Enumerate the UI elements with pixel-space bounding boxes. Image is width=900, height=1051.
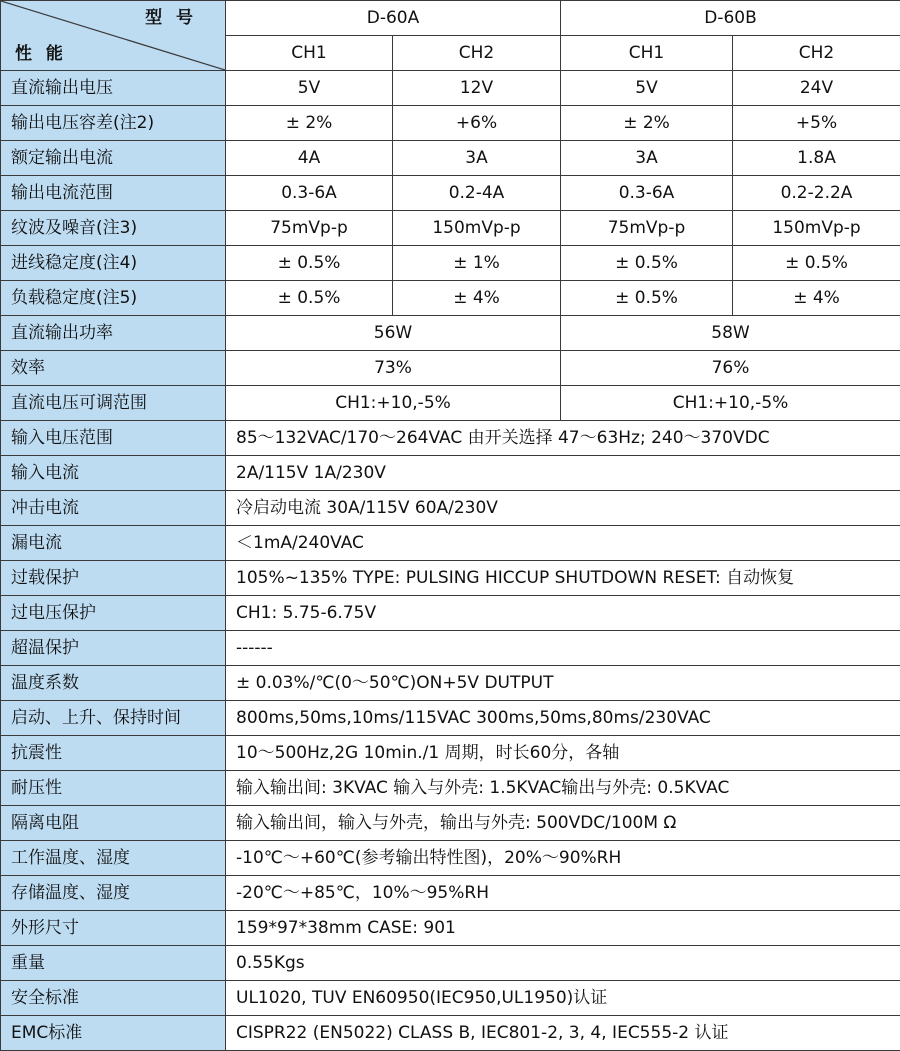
value-cell: CH1:+10,-5% <box>226 386 561 421</box>
value-cell: 4A <box>226 141 393 176</box>
value-cell: CISPR22 (EN5022) CLASS B, IEC801-2, 3, 4, IEC555-2 认证 <box>226 1016 900 1051</box>
value-cell: UL1020, TUV EN60950(IEC950,UL1950)认证 <box>226 981 900 1016</box>
value-cell: 800ms,50ms,10ms/115VAC 300ms,50ms,80ms/230VAC <box>226 701 900 736</box>
table-row <box>1 876 900 911</box>
value-cell: ± 0.5% <box>561 246 733 281</box>
row-label: EMC标准 <box>1 1016 226 1051</box>
row-label: 直流输出电压 <box>1 71 226 106</box>
row-label: 启动、上升、保持时间 <box>1 701 226 736</box>
value-cell: ± 0.5% <box>226 281 393 316</box>
value-cell: 0.55Kgs <box>226 946 900 981</box>
row-label: 纹波及噪音(注3) <box>1 211 226 246</box>
row-label: 输入电流 <box>1 456 226 491</box>
table-row <box>1 281 900 316</box>
table-row <box>1 1016 900 1051</box>
channel-header: CH2 <box>393 36 561 71</box>
value-cell: 冷启动电流 30A/115V 60A/230V <box>226 491 900 526</box>
value-cell: 150mVp-p <box>393 211 561 246</box>
value-cell: ± 0.5% <box>561 281 733 316</box>
table-row <box>1 491 900 526</box>
row-label: 冲击电流 <box>1 491 226 526</box>
value-cell: 5V <box>561 71 733 106</box>
value-cell: 3A <box>393 141 561 176</box>
table-row <box>1 71 900 106</box>
table-row <box>1 211 900 246</box>
row-label: 外形尺寸 <box>1 911 226 946</box>
header-row-models <box>1 1 900 36</box>
row-label: 工作温度、湿度 <box>1 841 226 876</box>
value-cell: ± 0.03%/℃(0～50℃)ON+5V DUTPUT <box>226 666 900 701</box>
table-row <box>1 316 900 351</box>
value-cell: ± 4% <box>393 281 561 316</box>
value-cell: 5V <box>226 71 393 106</box>
table-row <box>1 911 900 946</box>
value-cell: 73% <box>226 351 561 386</box>
value-cell: ± 0.5% <box>226 246 393 281</box>
value-cell: -10℃～+60℃(参考输出特性图)，20%～90%RH <box>226 841 900 876</box>
row-label: 效率 <box>1 351 226 386</box>
value-cell: 105%~135% TYPE: PULSING HICCUP SHUTDOWN RESET: 自动恢复 <box>226 561 900 596</box>
row-label: 重量 <box>1 946 226 981</box>
value-cell: 3A <box>561 141 733 176</box>
table-row <box>1 736 900 771</box>
row-label: 输出电流范围 <box>1 176 226 211</box>
value-cell: 12V <box>393 71 561 106</box>
value-cell: CH1: 5.75-6.75V <box>226 596 900 631</box>
row-label: 抗震性 <box>1 736 226 771</box>
value-cell: ± 1% <box>393 246 561 281</box>
row-label: 输入电压范围 <box>1 421 226 456</box>
row-label: 存储温度、湿度 <box>1 876 226 911</box>
value-cell: 2A/115V 1A/230V <box>226 456 900 491</box>
value-cell: ± 4% <box>733 281 900 316</box>
table-row <box>1 176 900 211</box>
value-cell: 10～500Hz,2G 10min./1 周期，时长60分，各轴 <box>226 736 900 771</box>
corner-label-model: 型 号 <box>145 10 197 27</box>
table-row <box>1 456 900 491</box>
table-row <box>1 526 900 561</box>
table-row <box>1 946 900 981</box>
row-label: 漏电流 <box>1 526 226 561</box>
model-header-d60a: D-60A <box>226 1 561 36</box>
value-cell: 56W <box>226 316 561 351</box>
row-label: 负载稳定度(注5) <box>1 281 226 316</box>
value-cell: 150mVp-p <box>733 211 900 246</box>
header-corner-cell <box>1 1 226 71</box>
table-row <box>1 631 900 666</box>
table-row <box>1 596 900 631</box>
table-row <box>1 981 900 1016</box>
value-cell: ± 0.5% <box>733 246 900 281</box>
corner-label-performance: 性 能 <box>15 46 67 63</box>
value-cell: 0.3-6A <box>226 176 393 211</box>
value-cell: 85～132VAC/170～264VAC 由开关选择 47～63Hz; 240～370VDC <box>226 421 900 456</box>
row-label: 超温保护 <box>1 631 226 666</box>
value-cell: ± 2% <box>226 106 393 141</box>
value-cell: ＜1mA/240VAC <box>226 526 900 561</box>
value-cell: ------ <box>226 631 900 666</box>
row-label: 温度系数 <box>1 666 226 701</box>
row-label: 输出电压容差(注2) <box>1 106 226 141</box>
value-cell: 输入输出间: 3KVAC 输入与外壳: 1.5KVAC输出与外壳: 0.5KVAC <box>226 771 900 806</box>
channel-header: CH2 <box>733 36 900 71</box>
value-cell: -20℃～+85℃，10%～95%RH <box>226 876 900 911</box>
channel-header: CH1 <box>226 36 393 71</box>
value-cell: 0.2-4A <box>393 176 561 211</box>
value-cell: 76% <box>561 351 900 386</box>
table-row <box>1 106 900 141</box>
model-header-d60b: D-60B <box>561 1 900 36</box>
value-cell: 1.8A <box>733 141 900 176</box>
table-row <box>1 841 900 876</box>
value-cell: 输入输出间，输入与外壳，输出与外壳: 500VDC/100M Ω <box>226 806 900 841</box>
channel-header: CH1 <box>561 36 733 71</box>
value-cell: 24V <box>733 71 900 106</box>
value-cell: 75mVp-p <box>226 211 393 246</box>
table-row <box>1 386 900 421</box>
table-row <box>1 246 900 281</box>
row-label: 耐压性 <box>1 771 226 806</box>
row-label: 隔离电阻 <box>1 806 226 841</box>
table-row <box>1 561 900 596</box>
table-row <box>1 701 900 736</box>
value-cell: +6% <box>393 106 561 141</box>
value-cell: +5% <box>733 106 900 141</box>
row-label: 过载保护 <box>1 561 226 596</box>
table-row <box>1 806 900 841</box>
table-row <box>1 351 900 386</box>
value-cell: ± 2% <box>561 106 733 141</box>
table-row <box>1 666 900 701</box>
value-cell: CH1:+10,-5% <box>561 386 900 421</box>
value-cell: 0.3-6A <box>561 176 733 211</box>
row-label: 直流输出功率 <box>1 316 226 351</box>
value-cell: 58W <box>561 316 900 351</box>
value-cell: 0.2-2.2A <box>733 176 900 211</box>
value-cell: 159*97*38mm CASE: 901 <box>226 911 900 946</box>
table-row <box>1 421 900 456</box>
table-row <box>1 771 900 806</box>
spec-table-body <box>1 1 900 1051</box>
row-label: 安全标准 <box>1 981 226 1016</box>
row-label: 进线稳定度(注4) <box>1 246 226 281</box>
row-label: 额定输出电流 <box>1 141 226 176</box>
row-label: 过电压保护 <box>1 596 226 631</box>
row-label: 直流电压可调范围 <box>1 386 226 421</box>
table-row <box>1 141 900 176</box>
value-cell: 75mVp-p <box>561 211 733 246</box>
